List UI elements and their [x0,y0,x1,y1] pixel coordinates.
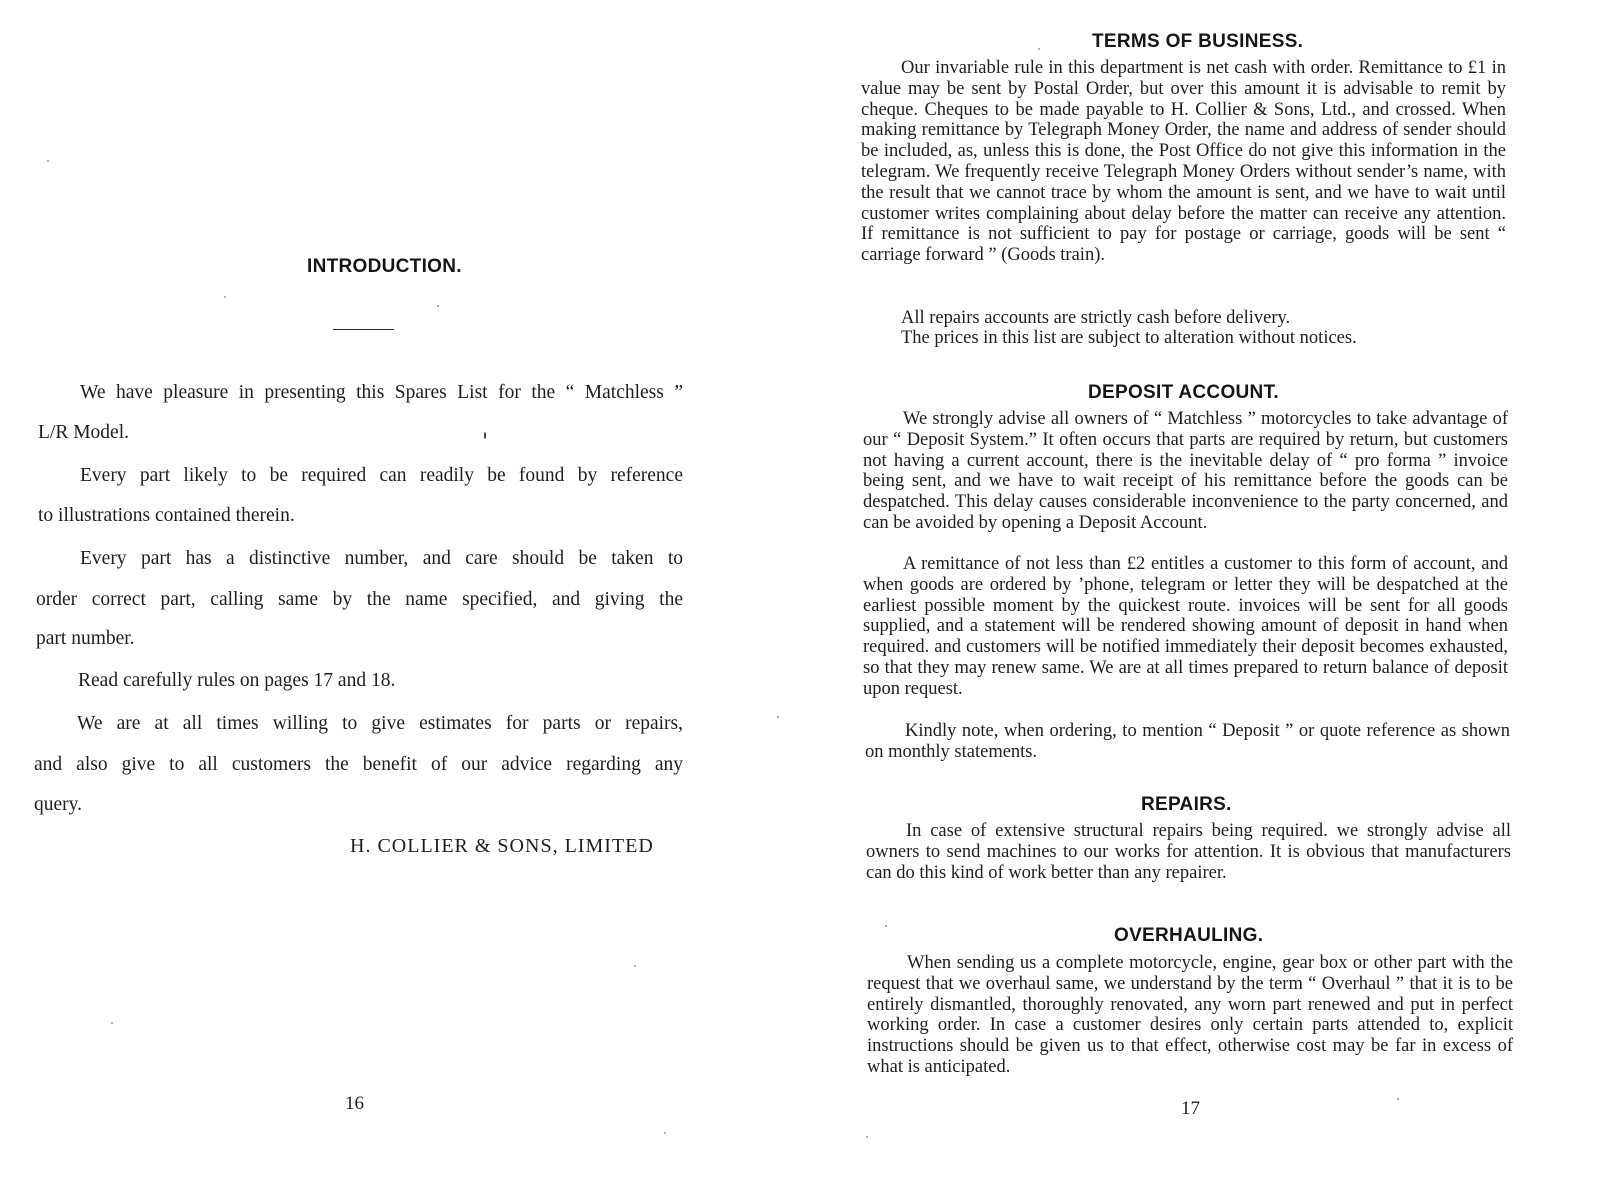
intro-paragraph-3-line-3: part number. [36,628,135,649]
deposit-paragraph-2: A remittance of not less than £2 entitles a customer to this form of account, and when goods are ordered by ’phone, telegram or letter they will be despatched at the earliest possible moment by the quickest route. invoices will be sent for all goods supplied, and a statement will be rendered showing amount of deposit in hand when required. and customers will be notified immediately their deposit becomes exhausted, so that they may renew same. We are at all times prepared to return balance of deposit upon request. [863,554,1508,699]
paper-speck [484,432,486,439]
paper-speck [885,925,887,927]
intro-paragraph-3-line-2: order correct part, calling same by the name specified, and giving the [36,589,683,610]
paper-speck [866,1136,868,1138]
repairs-heading: REPAIRS. [1141,794,1232,815]
paper-speck [634,965,636,967]
terms-paragraph-3: The prices in this list are subject to alteration without notices. [901,328,1357,348]
intro-paragraph-1-line-2: L/R Model. [38,422,129,443]
terms-of-business-heading: TERMS OF BUSINESS. [1092,31,1304,52]
paper-speck [111,1022,113,1024]
paper-speck [224,296,226,298]
intro-paragraph-4: Read carefully rules on pages 17 and 18. [78,670,396,691]
paper-speck [1038,48,1040,50]
overhauling-heading: OVERHAULING. [1114,925,1264,946]
overhauling-paragraph: When sending us a complete motorcycle, engine, gear box or other part with the request that we overhaul same, we understand by the term “ Overhaul ” that it is to be entirely dismantled, thoroughly renovated, any worn part renewed and put in perfect working order. In case a customer desires only certain parts attended to, explicit instructions should be given us to that effect, otherwise cost may be far in excess of what is anticipated. [867,953,1513,1077]
left-page [0,0,800,1190]
intro-paragraph-1-line-1: We have pleasure in presenting this Spares List for the “ Matchless ” [80,382,683,403]
page-number: 17 [1181,1098,1200,1119]
repairs-paragraph: In case of extensive structural repairs being required. we strongly advise all owners to send machines to our works for attention. It is obvious that manufacturers can do this kind of work better than any repairer. [866,821,1511,883]
paper-speck [1397,1098,1399,1100]
deposit-paragraph-3: Kindly note, when ordering, to mention “ Deposit ” or quote reference as shown on monthly statements. [865,721,1510,762]
terms-paragraph-2: All repairs accounts are strictly cash before delivery. [901,308,1291,328]
page-number: 16 [345,1093,364,1114]
introduction-heading: INTRODUCTION. [307,256,462,277]
intro-paragraph-3-line-1: Every part has a distinctive number, and care should be taken to [80,548,683,569]
paper-speck [777,716,779,718]
paper-speck [47,160,49,162]
paper-speck [437,305,439,307]
deposit-account-heading: DEPOSIT ACCOUNT. [1088,382,1279,403]
intro-paragraph-5-line-1: We are at all times willing to give estimates for parts or repairs, [77,713,683,734]
heading-rule [333,329,394,330]
intro-paragraph-5-line-3: query. [34,794,83,815]
signature: H. COLLIER & SONS, LIMITED [350,835,654,857]
intro-paragraph-2-line-2: to illustrations contained therein. [38,505,295,526]
terms-paragraph-1: Our invariable rule in this department is net cash with order. Remittance to £1 in value may be sent by Postal Order, but over this amount it is advisable to remit by cheque. Cheques to be made payable to H. Collier & Sons, Ltd., and crossed. When making remittance by Telegraph Money Order, the name and address of sender should be included, as, unless this is done, the Post Office do not give this information in the telegram. We frequently receive Telegraph Money Orders without sender’s name, with the result that we cannot trace by whom the amount is sent, and we have to wait until customer writes complaining about delay before the matter can receive any attention. If remittance is not sufficient to pay for postage or carriage, goods will be sent “ carriage forward ” (Goods train). [861,58,1506,266]
paper-speck [664,1132,666,1134]
right-page [800,0,1609,1190]
deposit-paragraph-1: We strongly advise all owners of “ Matchless ” motorcycles to take advantage of our “ Deposit System.” It often occurs that parts are required by return, but customers not having a current account, there is the inevitable delay of “ pro forma ” invoice being sent, and we have to wait receipt of his remittance before the goods can be despatched. This delay causes considerable inconvenience to the party concerned, and can be avoided by opening a Deposit Account. [863,409,1508,533]
intro-paragraph-5-line-2: and also give to all customers the benefit of our advice regarding any [34,754,683,775]
intro-paragraph-2-line-1: Every part likely to be required can readily be found by reference [80,465,683,486]
